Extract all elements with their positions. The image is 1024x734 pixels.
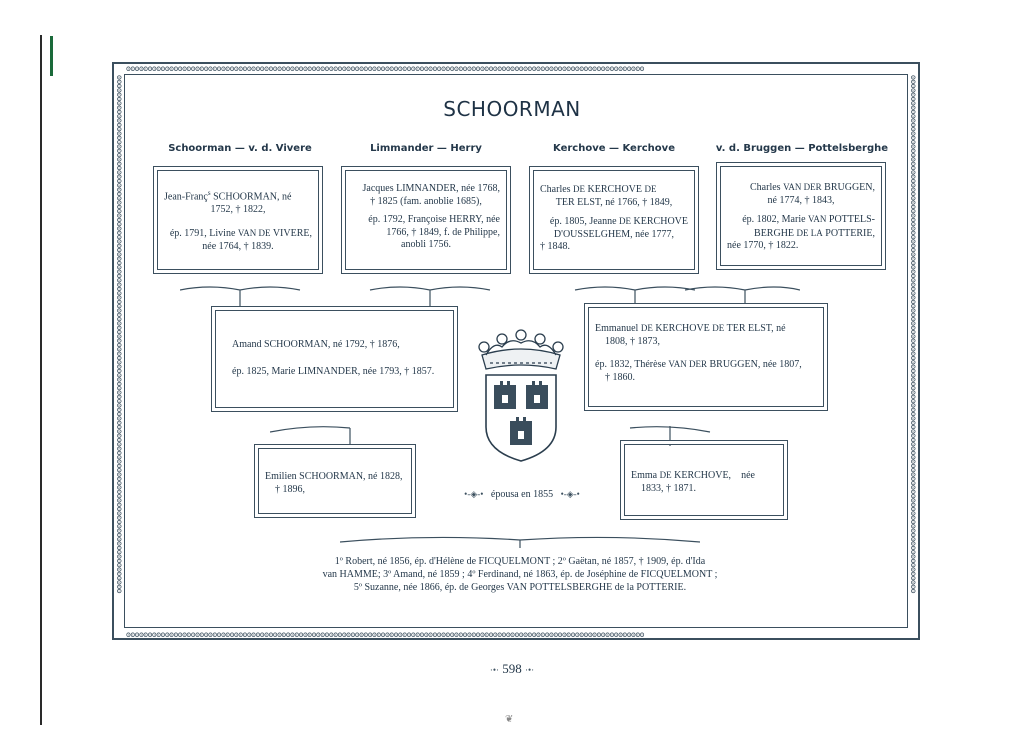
page-number: ·•· 598 ·•· (489, 661, 535, 676)
page-title: SCHOORMAN (443, 97, 581, 121)
children-line-3: 5º Suzanne, née 1866, ép. de Georges VAN POTTELSBERGHE de la POTTERIE. (353, 582, 687, 593)
brace-left-top (180, 287, 300, 306)
marriage-text: épousa en 1855 (490, 489, 554, 500)
children-line-2: van HAMME; 3º Amand, né 1859 ; 4º Ferdinand, né 1863, ép. de Joséphine de FICQUELMONT ; (322, 569, 718, 580)
brace-left-top-2 (370, 287, 490, 306)
card-bruggen-grandparents: Charles VAN DER BRUGGEN, né 1774, † 1843, ép. 1802, Marie VAN POTTELS- BERGHE DE LA POTTERIE, née 1770, † 1822. (716, 162, 886, 270)
header-bruggen-pottelsberghe: v. d. Bruggen — Pottelsberghe (715, 143, 889, 154)
header-kerchove-kerchove: Kerchove — Kerchove (553, 143, 675, 154)
children-line-1: 1º Robert, né 1856, ép. d'Hélène de FICQUELMONT ; 2º Gaëtan, né 1857, † 1909, ép. d'Ida (334, 556, 706, 567)
ornament-icon: •-◈-• (560, 489, 580, 499)
scan-edge-line (40, 35, 42, 725)
card-emilien-schoorman: Emilien SCHOORMAN, né 1828, † 1896, (254, 444, 416, 518)
header-schoorman-vivere: Schoorman — v. d. Vivere (168, 143, 312, 154)
scan-edge-mark (50, 36, 53, 76)
frame-chain-top: ʘʘʘʘʘʘʘʘʘʘʘʘʘʘʘʘʘʘʘʘʘʘʘʘʘʘʘʘʘʘʘʘʘʘʘʘʘʘʘʘʘʘʘʘʘʘʘʘʘʘʘʘʘʘʘʘʘʘʘʘʘʘʘʘʘʘʘʘʘʘʘʘʘʘʘʘʘʘʘʘʘʘʘʘʘʘʘʘʘʘʘʘʘʘʘʘʘʘʘʘʘʘʘʘʘʘʘʘʘʘʘʘʘʘʘʘʘʘʘʘ (126, 64, 644, 73)
frame-chain-left: ʘʘʘʘʘʘʘʘʘʘʘʘʘʘʘʘʘʘʘʘʘʘʘʘʘʘʘʘʘʘʘʘʘʘʘʘʘʘʘʘʘʘʘʘʘʘʘʘʘʘʘʘʘʘʘʘʘʘʘʘʘʘʘʘʘʘʘʘʘʘʘʘʘʘʘʘʘʘʘʘʘʘʘʘʘʘʘʘʘʘʘʘʘʘʘʘʘʘʘʘʘʘʘʘʘʘʘʘʘʘʘʘʘʘʘʘʘʘʘʘ (115, 75, 124, 593)
card-limnander-grandparents: Jacques LIMNANDER, née 1768, † 1825 (fam. anoblie 1685), ép. 1792, Françoise HERRY, née 1766, † 1849, f. de Philippe, anobli 1756. (341, 166, 511, 274)
card-emmanuel-kerchove: Emmanuel DE KERCHOVE DE TER ELST, né 1808, † 1873, ép. 1832, Thérèse VAN DER BRUGGEN, née 1807, † 1860. (584, 303, 828, 411)
header-limmander-herry: Limmander — Herry (370, 143, 482, 154)
card-emma-kerchove: Emma DE KERCHOVE, née 1833, † 1871. (620, 440, 788, 520)
ornament-icon: •-◈-• (464, 489, 484, 499)
marriage-note (452, 489, 592, 500)
footer-ornament-icon: ❦ (505, 714, 514, 725)
frame-chain-right: ʘʘʘʘʘʘʘʘʘʘʘʘʘʘʘʘʘʘʘʘʘʘʘʘʘʘʘʘʘʘʘʘʘʘʘʘʘʘʘʘʘʘʘʘʘʘʘʘʘʘʘʘʘʘʘʘʘʘʘʘʘʘʘʘʘʘʘʘʘʘʘʘʘʘʘʘʘʘʘʘʘʘʘʘʘʘʘʘʘʘʘʘʘʘʘʘʘʘʘʘʘʘʘʘʘʘʘʘʘʘʘʘʘʘʘʘʘʘʘʘ (909, 75, 918, 593)
frame-chain-bottom: ʘʘʘʘʘʘʘʘʘʘʘʘʘʘʘʘʘʘʘʘʘʘʘʘʘʘʘʘʘʘʘʘʘʘʘʘʘʘʘʘʘʘʘʘʘʘʘʘʘʘʘʘʘʘʘʘʘʘʘʘʘʘʘʘʘʘʘʘʘʘʘʘʘʘʘʘʘʘʘʘʘʘʘʘʘʘʘʘʘʘʘʘʘʘʘʘʘʘʘʘʘʘʘʘʘʘʘʘʘʘʘʘʘʘʘʘʘʘʘʘ (126, 630, 644, 639)
children-brace (340, 530, 700, 550)
card-kerchove-grandparents: Charles DE KERCHOVE DE TER ELST, né 1766, † 1849, ép. 1805, Jeanne DE KERCHOVE D'OUSSELGHEM, née 1777, † 1848. (529, 166, 699, 274)
card-schoorman-grandparents: Jean-Franç$^s$ SCHOORMAN, né 1752, † 1822, ép. 1791, Livine VAN DE VIVERE, née 1764, † 1839. (153, 166, 323, 274)
children-list (280, 555, 760, 594)
card-amand-schoorman: Amand SCHOORMAN, né 1792, † 1876, ép. 1825, Marie LIMNANDER, née 1793, † 1857. (211, 306, 458, 412)
